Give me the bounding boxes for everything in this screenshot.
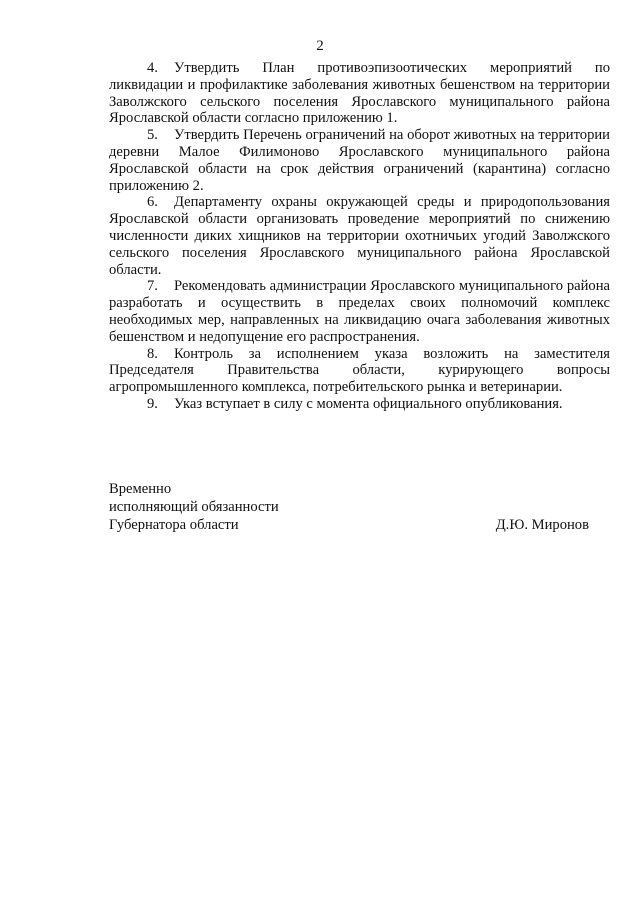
item-number: 6. xyxy=(147,194,158,211)
decree-item-6 xyxy=(109,194,610,278)
item-number: 9. xyxy=(147,395,158,412)
decree-item-5 xyxy=(109,127,610,194)
item-number: 5. xyxy=(147,127,158,144)
signature-row xyxy=(109,516,589,534)
signature-title-line-1: Временно xyxy=(109,481,172,497)
item-text: Утвердить План противоэпизоотических мероприятий по ликвидации и профилактике заболевания животных бешенством на территории Заволжского сельского поселения Ярославского муниципального района Ярославской области согласно приложению 1. xyxy=(109,60,610,127)
item-number: 4. xyxy=(147,60,158,76)
item-text: Контроль за исполнением указа возложить на заместителя Председателя Правительства области, курирующего вопросы агропромышленного комплекса, потребительского рынка и ветеринарии. xyxy=(109,345,610,396)
item-number: 8. xyxy=(147,345,158,362)
item-text: Департаменту охраны окружающей среды и природопользования Ярославской области организовать проведение мероприятий по снижению численности диких хищников на территории охотничьих угодий Заволжского сельского поселения Ярославского муниципального района Ярославской области. xyxy=(109,194,610,278)
page-number: 2 xyxy=(316,38,324,54)
decree-item-4 xyxy=(109,60,610,127)
signature-title-line-2: исполняющий обязанности xyxy=(109,499,279,516)
decree-item-9 xyxy=(109,396,610,413)
signatory-name: Д.Ю. Миронов xyxy=(495,517,589,534)
signature-block xyxy=(109,480,589,535)
decree-item-7 xyxy=(109,278,610,345)
item-number: 7. xyxy=(147,278,158,295)
item-text: Указ вступает в силу с момента официального опубликования. xyxy=(174,395,563,412)
decree-body xyxy=(109,60,610,413)
decree-item-8 xyxy=(109,346,610,396)
signature-title-line-3: Губернатора области xyxy=(109,517,239,534)
item-text: Утвердить Перечень ограничений на оборот животных на территории деревни Малое Филимоново Ярославского муниципального района Ярославской области на срок действия ограничений (карантина) согласно приложению 2. xyxy=(109,127,610,194)
item-text: Рекомендовать администрации Ярославского муниципального района разработать и осуществить в пределах своих полномочий комплекс необходимых мер, направленных на ликвидацию очага заболевания животных бешенством и недопущение его распространения. xyxy=(109,278,610,345)
